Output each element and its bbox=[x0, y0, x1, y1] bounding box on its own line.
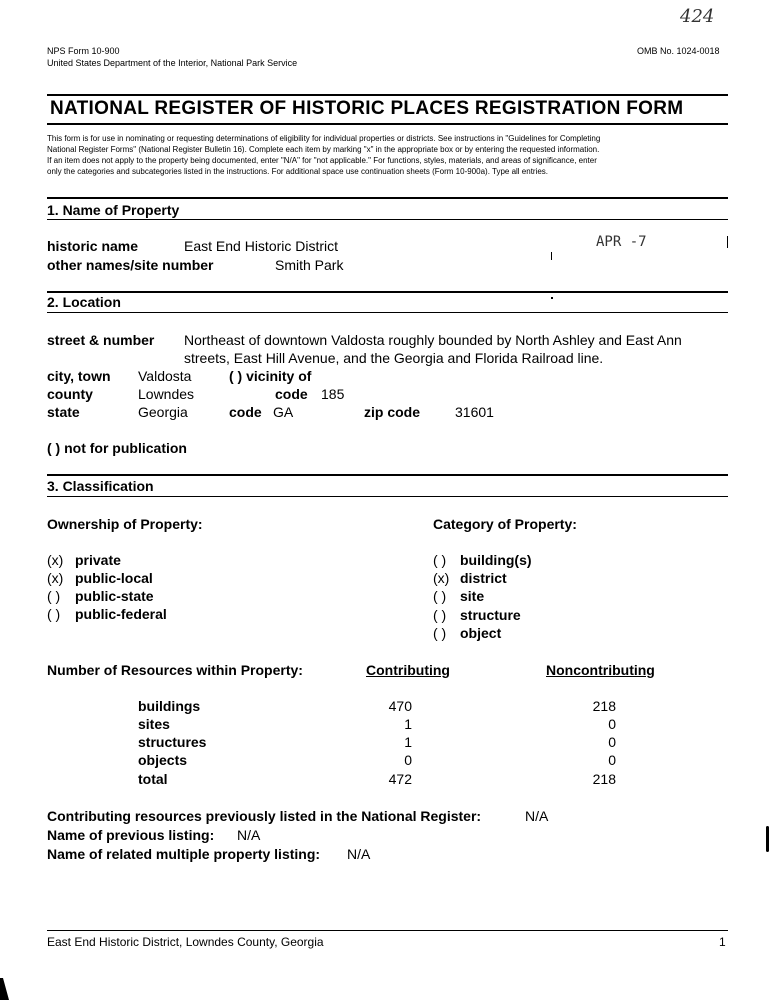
historic-name-label: historic name bbox=[47, 238, 139, 254]
resource-noncontributing-total: 218 bbox=[592, 771, 616, 787]
footer-rule bbox=[47, 930, 728, 931]
section1-rule-bottom bbox=[47, 219, 728, 220]
ownership-mark: (x) bbox=[47, 570, 64, 586]
section1-heading: 1. Name of Property bbox=[47, 202, 180, 218]
previously-listed-label: Contributing resources previously listed in the National Register: bbox=[47, 808, 482, 824]
resource-noncontributing: 0 bbox=[608, 716, 616, 732]
ownership-label: Ownership of Property: bbox=[47, 516, 203, 532]
resource-contributing: 1 bbox=[404, 716, 412, 732]
title-rule-bottom bbox=[47, 123, 728, 125]
previous-listing-value: N/A bbox=[237, 827, 261, 843]
omb-number: OMB No. 1024-0018 bbox=[637, 46, 720, 56]
county-code-value: 185 bbox=[321, 386, 345, 402]
ownership-mark: (x) bbox=[47, 552, 64, 568]
not-for-publication-checkbox: ( ) not for publication bbox=[47, 440, 187, 456]
resource-noncontributing: 0 bbox=[608, 752, 616, 768]
street-label: street & number bbox=[47, 332, 155, 348]
title-rule-top bbox=[47, 94, 728, 96]
resource-contributing: 470 bbox=[388, 698, 412, 714]
ownership-option-public-federal: public-federal bbox=[75, 606, 167, 622]
resource-row-label: objects bbox=[138, 752, 188, 768]
scan-edge-mark bbox=[766, 826, 769, 852]
state-value: Georgia bbox=[138, 404, 188, 420]
historic-name-value: East End Historic District bbox=[184, 238, 339, 254]
category-mark: ( ) bbox=[433, 625, 447, 641]
ownership-option-public-state: public-state bbox=[75, 588, 154, 604]
ownership-option-private: private bbox=[75, 552, 121, 568]
section3-heading: 3. Classification bbox=[47, 478, 154, 494]
county-label: county bbox=[47, 386, 93, 402]
department: United States Department of the Interior, National Park Service bbox=[47, 58, 298, 68]
section2-rule-top bbox=[47, 291, 728, 293]
resource-contributing: 1 bbox=[404, 734, 412, 750]
footer-text: East End Historic District, Lowndes County, Georgia bbox=[47, 935, 324, 949]
scan-speck bbox=[551, 297, 553, 299]
section3-rule-top bbox=[47, 474, 728, 476]
category-mark: (x) bbox=[433, 570, 450, 586]
county-code-label: code bbox=[275, 386, 308, 402]
category-mark: ( ) bbox=[433, 588, 447, 604]
other-names-value: Smith Park bbox=[275, 257, 344, 273]
stamp-mark bbox=[727, 236, 728, 248]
resources-label: Number of Resources within Property: bbox=[47, 662, 303, 678]
vicinity-checkbox: ( ) vicinity of bbox=[229, 368, 312, 384]
ownership-option-public-local: public-local bbox=[75, 570, 153, 586]
category-option-buildings: building(s) bbox=[460, 552, 532, 568]
form-title: NATIONAL REGISTER OF HISTORIC PLACES REGISTRATION FORM bbox=[50, 98, 684, 119]
state-label: state bbox=[47, 404, 80, 420]
section2-rule-bottom bbox=[47, 312, 728, 313]
category-option-district: district bbox=[460, 570, 507, 586]
category-mark: ( ) bbox=[433, 607, 447, 623]
resource-contributing-total: 472 bbox=[388, 771, 412, 787]
street-line-1: Northeast of downtown Valdosta roughly bounded by North Ashley and East Ann bbox=[184, 332, 682, 348]
zip-value: 31601 bbox=[455, 404, 494, 420]
instructions-line-1: This form is for use in nominating or requesting determinations of eligibility for individual properties or districts. See instructions in "Guidelines for Completing bbox=[47, 134, 601, 143]
resource-row-label: total bbox=[138, 771, 168, 787]
resource-noncontributing: 0 bbox=[608, 734, 616, 750]
instructions-line-3: If an item does not apply to the property being documented, enter "N/A" for "not applicable." For functions, styles, materials, and areas of significance, enter bbox=[47, 156, 597, 165]
received-stamp: APR -7 bbox=[596, 234, 647, 250]
corner-mark bbox=[0, 978, 10, 1000]
state-code-value: GA bbox=[273, 404, 294, 420]
category-option-site: site bbox=[460, 588, 485, 604]
stamp-mark bbox=[551, 252, 552, 260]
form-number: NPS Form 10-900 bbox=[47, 46, 120, 56]
previous-listing-label: Name of previous listing: bbox=[47, 827, 215, 843]
category-option-object: object bbox=[460, 625, 502, 641]
resource-row-label: buildings bbox=[138, 698, 201, 714]
page-number: 1 bbox=[719, 935, 726, 949]
previously-listed-value: N/A bbox=[525, 808, 549, 824]
other-names-label: other names/site number bbox=[47, 257, 214, 273]
resource-noncontributing: 218 bbox=[592, 698, 616, 714]
resource-row-label: sites bbox=[138, 716, 170, 732]
category-mark: ( ) bbox=[433, 552, 447, 568]
instructions-line-2: National Register Forms" (National Register Bulletin 16). Complete each item by marking "x" in the appropriate box or by entering the requested information. bbox=[47, 145, 600, 154]
category-option-structure: structure bbox=[460, 607, 521, 623]
noncontributing-header: Noncontributing bbox=[546, 662, 655, 678]
ownership-mark: ( ) bbox=[47, 588, 61, 604]
resource-row-label: structures bbox=[138, 734, 207, 750]
multiple-property-value: N/A bbox=[347, 846, 371, 862]
ownership-mark: ( ) bbox=[47, 606, 61, 622]
resource-contributing: 0 bbox=[404, 752, 412, 768]
section1-rule-top bbox=[47, 197, 728, 199]
state-code-label: code bbox=[229, 404, 262, 420]
county-value: Lowndes bbox=[138, 386, 195, 402]
instructions-line-4: only the categories and subcategories listed in the instructions. For additional space use continuation sheets (Form 10-900a). Type all entries. bbox=[47, 167, 549, 176]
category-label: Category of Property: bbox=[433, 516, 577, 532]
multiple-property-label: Name of related multiple property listing: bbox=[47, 846, 321, 862]
handwritten-number: 424 bbox=[680, 6, 715, 27]
contributing-header: Contributing bbox=[366, 662, 450, 678]
section2-heading: 2. Location bbox=[47, 294, 121, 310]
section3-rule-bottom bbox=[47, 496, 728, 497]
city-value: Valdosta bbox=[138, 368, 192, 384]
city-label: city, town bbox=[47, 368, 111, 384]
street-line-2: streets, East Hill Avenue, and the Georgia and Florida Railroad line. bbox=[184, 350, 604, 366]
zip-label: zip code bbox=[364, 404, 421, 420]
